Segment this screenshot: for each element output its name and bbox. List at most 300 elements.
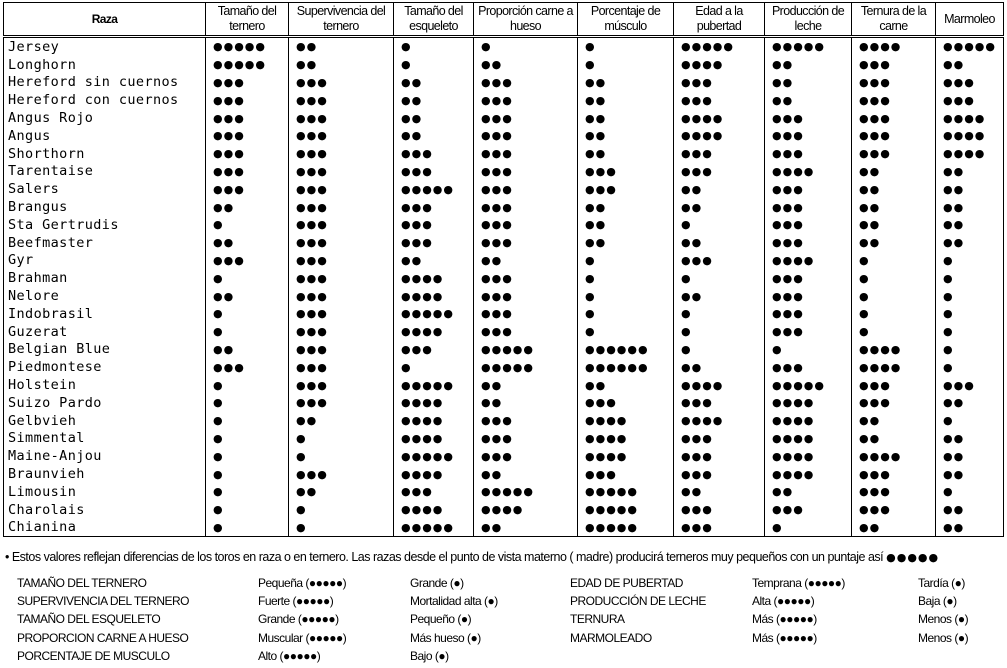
trait-rating: ●●●● bbox=[765, 447, 852, 465]
trait-rating: ●●● bbox=[289, 198, 394, 216]
trait-rating: ●●●● bbox=[394, 501, 474, 519]
breed-name: Shorthorn bbox=[4, 145, 206, 163]
legend-high: Grande (●●●●●) bbox=[258, 612, 339, 627]
table-row bbox=[4, 127, 1004, 145]
trait-rating: ●●● bbox=[852, 394, 936, 412]
trait-rating: ●● bbox=[474, 252, 578, 270]
table-row bbox=[4, 216, 1004, 234]
trait-rating: ●● bbox=[765, 483, 852, 501]
trait-rating: ●●● bbox=[674, 465, 765, 483]
trait-rating: ● bbox=[936, 252, 1004, 270]
table-row bbox=[4, 180, 1004, 198]
trait-rating: ●●● bbox=[578, 180, 674, 198]
legend-low: Tardía (●) bbox=[918, 576, 965, 590]
table-row bbox=[4, 305, 1004, 323]
trait-rating: ●● bbox=[852, 519, 936, 537]
trait-rating: ●● bbox=[936, 430, 1004, 448]
trait-rating: ● bbox=[578, 323, 674, 341]
trait-rating: ●●● bbox=[289, 180, 394, 198]
trait-rating: ●●● bbox=[289, 323, 394, 341]
trait-rating: ● bbox=[936, 269, 1004, 287]
trait-rating: ●●● bbox=[289, 216, 394, 234]
trait-rating: ●●●●●● bbox=[578, 341, 674, 359]
trait-rating: ●● bbox=[474, 465, 578, 483]
trait-rating: ● bbox=[936, 323, 1004, 341]
trait-rating: ●●● bbox=[765, 287, 852, 305]
trait-rating: ● bbox=[578, 252, 674, 270]
trait-rating: ●●● bbox=[289, 234, 394, 252]
trait-rating: ●● bbox=[206, 234, 289, 252]
legend-high: Temprana (●●●●●) bbox=[752, 576, 845, 590]
trait-rating: ●●● bbox=[852, 465, 936, 483]
legend-label: EDAD DE PUBERTAD bbox=[570, 576, 683, 590]
trait-rating: ●● bbox=[936, 465, 1004, 483]
trait-rating: ● bbox=[852, 252, 936, 270]
trait-rating: ●●●● bbox=[578, 447, 674, 465]
trait-rating: ●● bbox=[852, 430, 936, 448]
trait-rating: ●●●●● bbox=[394, 180, 474, 198]
breed-name: Hereford sin cuernos bbox=[4, 74, 206, 92]
trait-rating: ●● bbox=[289, 37, 394, 56]
trait-rating: ●● bbox=[578, 145, 674, 163]
trait-rating: ●●● bbox=[765, 145, 852, 163]
trait-rating: ●● bbox=[394, 127, 474, 145]
trait-rating: ●●● bbox=[206, 109, 289, 127]
trait-rating: ●●●● bbox=[674, 109, 765, 127]
table-row bbox=[4, 412, 1004, 430]
trait-rating: ●● bbox=[936, 198, 1004, 216]
trait-rating: ●●●●● bbox=[474, 341, 578, 359]
trait-rating: ●●●● bbox=[852, 341, 936, 359]
trait-rating: ●●● bbox=[474, 74, 578, 92]
trait-rating: ●●● bbox=[765, 269, 852, 287]
breed-name: Angus bbox=[4, 127, 206, 145]
trait-rating: ●●●● bbox=[936, 109, 1004, 127]
trait-rating: ●●● bbox=[674, 163, 765, 181]
trait-rating: ●● bbox=[206, 287, 289, 305]
trait-rating: ● bbox=[289, 519, 394, 537]
trait-rating: ●●●● bbox=[936, 127, 1004, 145]
trait-rating: ●●● bbox=[852, 91, 936, 109]
legend-high: Pequeña (●●●●●) bbox=[258, 576, 347, 590]
table-row bbox=[4, 163, 1004, 181]
trait-rating: ●●● bbox=[289, 376, 394, 394]
legend-low: Mortalidad alta (●) bbox=[410, 594, 498, 609]
trait-rating: ● bbox=[674, 269, 765, 287]
legend-low: Más hueso (●) bbox=[410, 630, 481, 645]
trait-rating: ●●●● bbox=[765, 430, 852, 448]
trait-rating: ● bbox=[674, 216, 765, 234]
trait-rating: ●● bbox=[206, 198, 289, 216]
trait-rating: ● bbox=[206, 447, 289, 465]
trait-rating: ●●●●● bbox=[474, 483, 578, 501]
breed-name: Suizo Pardo bbox=[4, 394, 206, 412]
legend-high: Alta (●●●●●) bbox=[752, 594, 815, 609]
legend-high: Fuerte (●●●●●) bbox=[258, 594, 334, 609]
trait-rating: ●●● bbox=[674, 430, 765, 448]
trait-rating: ● bbox=[206, 501, 289, 519]
header-tenderness: Ternura de la carne bbox=[852, 3, 936, 37]
trait-rating: ●● bbox=[765, 91, 852, 109]
trait-rating: ●●●● bbox=[394, 394, 474, 412]
trait-rating: ●● bbox=[474, 394, 578, 412]
header-meat-bone-ratio: Proporción carne a hueso bbox=[474, 3, 578, 37]
trait-rating: ●●● bbox=[474, 198, 578, 216]
trait-rating: ●●● bbox=[852, 74, 936, 92]
trait-rating: ●●●● bbox=[674, 56, 765, 74]
trait-rating: ● bbox=[936, 287, 1004, 305]
trait-rating: ●●● bbox=[206, 127, 289, 145]
trait-rating: ●● bbox=[936, 163, 1004, 181]
trait-rating: ●●● bbox=[674, 145, 765, 163]
trait-rating: ●●● bbox=[289, 305, 394, 323]
table-row bbox=[4, 198, 1004, 216]
trait-rating: ●●● bbox=[765, 109, 852, 127]
legend-label: PORCENTAJE DE MUSCULO bbox=[17, 648, 170, 663]
breed-name: Braunvieh bbox=[4, 465, 206, 483]
breed-name: Nelore bbox=[4, 287, 206, 305]
trait-rating: ●● bbox=[394, 109, 474, 127]
trait-rating: ●●● bbox=[674, 394, 765, 412]
breed-name: Piedmontese bbox=[4, 358, 206, 376]
trait-rating: ●● bbox=[474, 376, 578, 394]
trait-rating: ●●● bbox=[289, 163, 394, 181]
trait-rating: ●● bbox=[674, 198, 765, 216]
trait-rating: ●●● bbox=[474, 430, 578, 448]
trait-rating: ●● bbox=[936, 234, 1004, 252]
legend-high: Alto (●●●●●) bbox=[258, 648, 321, 663]
trait-rating: ●●●● bbox=[394, 287, 474, 305]
trait-rating: ● bbox=[206, 519, 289, 537]
trait-rating: ●●● bbox=[394, 234, 474, 252]
breed-name: Beefmaster bbox=[4, 234, 206, 252]
header-puberty-age: Edad a la pubertad bbox=[674, 3, 765, 37]
trait-rating: ●●● bbox=[206, 74, 289, 92]
trait-rating: ● bbox=[936, 305, 1004, 323]
table-row bbox=[4, 252, 1004, 270]
trait-rating: ●●●● bbox=[394, 269, 474, 287]
header-skeleton-size: Tamaño del esqueleto bbox=[394, 3, 474, 37]
trait-rating: ●●●●● bbox=[394, 447, 474, 465]
trait-rating: ●●● bbox=[578, 394, 674, 412]
trait-rating: ● bbox=[765, 341, 852, 359]
table-row bbox=[4, 376, 1004, 394]
trait-rating: ● bbox=[206, 216, 289, 234]
trait-rating: ●● bbox=[674, 287, 765, 305]
table-row bbox=[4, 74, 1004, 92]
trait-rating: ●●● bbox=[289, 145, 394, 163]
trait-rating: ●●●●● bbox=[674, 37, 765, 56]
trait-rating: ●●●● bbox=[674, 127, 765, 145]
trait-rating: ● bbox=[206, 483, 289, 501]
trait-rating: ●●● bbox=[674, 91, 765, 109]
trait-rating: ●●● bbox=[289, 91, 394, 109]
trait-rating: ●●● bbox=[289, 341, 394, 359]
trait-rating: ● bbox=[289, 501, 394, 519]
breed-name: Angus Rojo bbox=[4, 109, 206, 127]
table-row bbox=[4, 465, 1004, 483]
trait-rating: ●●● bbox=[474, 127, 578, 145]
trait-rating: ●● bbox=[289, 412, 394, 430]
trait-rating: ●●● bbox=[765, 216, 852, 234]
table-row bbox=[4, 56, 1004, 74]
trait-rating: ● bbox=[578, 37, 674, 56]
trait-rating: ● bbox=[474, 37, 578, 56]
trait-rating: ● bbox=[936, 341, 1004, 359]
trait-rating: ●●●●● bbox=[578, 501, 674, 519]
trait-rating: ●●●●● bbox=[765, 376, 852, 394]
legend-low: Bajo (●) bbox=[410, 648, 449, 663]
trait-rating: ●●●● bbox=[674, 376, 765, 394]
trait-rating: ●● bbox=[578, 216, 674, 234]
trait-rating: ● bbox=[852, 287, 936, 305]
trait-rating: ●●● bbox=[674, 74, 765, 92]
trait-rating: ●●● bbox=[289, 394, 394, 412]
breed-name: Belgian Blue bbox=[4, 341, 206, 359]
trait-rating: ●●● bbox=[852, 56, 936, 74]
trait-rating: ●●● bbox=[206, 91, 289, 109]
trait-rating: ●● bbox=[852, 180, 936, 198]
trait-rating: ●● bbox=[674, 358, 765, 376]
trait-rating: ● bbox=[394, 56, 474, 74]
trait-rating: ●● bbox=[674, 483, 765, 501]
table-row bbox=[4, 323, 1004, 341]
footnote-dots: ●●●●● bbox=[886, 551, 940, 564]
trait-rating: ●●● bbox=[765, 323, 852, 341]
trait-rating: ●●● bbox=[289, 127, 394, 145]
trait-rating: ●●● bbox=[578, 465, 674, 483]
trait-rating: ●●● bbox=[394, 198, 474, 216]
table-row bbox=[4, 109, 1004, 127]
trait-rating: ●●● bbox=[852, 501, 936, 519]
trait-rating: ●●●● bbox=[852, 358, 936, 376]
trait-rating: ●●● bbox=[206, 180, 289, 198]
trait-rating: ●●●●● bbox=[394, 305, 474, 323]
trait-rating: ●●●●● bbox=[936, 37, 1004, 56]
trait-rating: ● bbox=[936, 358, 1004, 376]
trait-rating: ●●● bbox=[206, 163, 289, 181]
table-row bbox=[4, 234, 1004, 252]
table-row bbox=[4, 501, 1004, 519]
table-row bbox=[4, 37, 1004, 56]
trait-rating: ●● bbox=[852, 216, 936, 234]
trait-rating: ●●● bbox=[474, 109, 578, 127]
table-row bbox=[4, 394, 1004, 412]
table-row bbox=[4, 358, 1004, 376]
trait-rating: ●● bbox=[578, 109, 674, 127]
trait-rating: ●●● bbox=[289, 269, 394, 287]
legend-label: SUPERVIVENCIA DEL TERNERO bbox=[17, 594, 189, 609]
trait-rating: ●● bbox=[578, 234, 674, 252]
trait-rating: ●●● bbox=[289, 252, 394, 270]
trait-rating: ●●●● bbox=[765, 394, 852, 412]
trait-rating: ●● bbox=[936, 519, 1004, 537]
trait-rating: ●●●● bbox=[578, 430, 674, 448]
breed-name: Hereford con cuernos bbox=[4, 91, 206, 109]
trait-rating: ● bbox=[289, 430, 394, 448]
table-row bbox=[4, 269, 1004, 287]
trait-rating: ●●● bbox=[289, 74, 394, 92]
trait-rating: ●● bbox=[289, 56, 394, 74]
trait-rating: ●●● bbox=[765, 305, 852, 323]
trait-rating: ●● bbox=[206, 341, 289, 359]
trait-rating: ● bbox=[206, 376, 289, 394]
trait-rating: ●●● bbox=[474, 145, 578, 163]
breed-name: Longhorn bbox=[4, 56, 206, 74]
table-row bbox=[4, 341, 1004, 359]
legend-low: Grande (●) bbox=[410, 576, 464, 590]
trait-rating: ●●● bbox=[474, 447, 578, 465]
trait-rating: ●●● bbox=[936, 91, 1004, 109]
trait-rating: ●●●● bbox=[394, 465, 474, 483]
trait-rating: ●●●● bbox=[936, 145, 1004, 163]
breed-name: Simmental bbox=[4, 430, 206, 448]
legend-low: Baja (●) bbox=[918, 594, 957, 609]
legend-low: Menos (●) bbox=[918, 612, 969, 627]
legend-high: Más (●●●●●) bbox=[752, 612, 817, 627]
trait-rating: ●●● bbox=[765, 198, 852, 216]
trait-rating: ●●● bbox=[852, 376, 936, 394]
trait-rating: ● bbox=[289, 447, 394, 465]
trait-rating: ●●● bbox=[474, 287, 578, 305]
trait-rating: ●●●● bbox=[765, 412, 852, 430]
trait-rating: ●● bbox=[578, 74, 674, 92]
breed-name: Maine-Anjou bbox=[4, 447, 206, 465]
trait-rating: ●●● bbox=[474, 323, 578, 341]
legend-high: Más (●●●●●) bbox=[752, 630, 817, 645]
trait-rating: ●●● bbox=[674, 501, 765, 519]
trait-rating: ●●●●●● bbox=[578, 358, 674, 376]
trait-rating: ● bbox=[852, 305, 936, 323]
breed-name: Limousin bbox=[4, 483, 206, 501]
breed-traits-sheet bbox=[3, 2, 1003, 537]
trait-rating: ●●●● bbox=[765, 163, 852, 181]
trait-rating: ●● bbox=[765, 56, 852, 74]
trait-rating: ●●●● bbox=[394, 412, 474, 430]
trait-rating: ●● bbox=[936, 56, 1004, 74]
trait-rating: ● bbox=[206, 269, 289, 287]
trait-rating: ●●● bbox=[765, 127, 852, 145]
trait-rating: ●●●●● bbox=[765, 37, 852, 56]
header-muscle-percent: Porcentaje de músculo bbox=[578, 3, 674, 37]
trait-rating: ●● bbox=[936, 394, 1004, 412]
trait-rating: ●●● bbox=[765, 501, 852, 519]
trait-rating: ●●● bbox=[474, 216, 578, 234]
breed-name: Jersey bbox=[4, 37, 206, 56]
trait-rating: ●●● bbox=[674, 252, 765, 270]
trait-rating: ●●●● bbox=[852, 37, 936, 56]
breed-name: Brangus bbox=[4, 198, 206, 216]
trait-rating: ●● bbox=[852, 234, 936, 252]
trait-rating: ● bbox=[206, 305, 289, 323]
trait-rating: ●● bbox=[936, 180, 1004, 198]
trait-rating: ● bbox=[206, 323, 289, 341]
breed-name: Brahman bbox=[4, 269, 206, 287]
trait-rating: ●●● bbox=[474, 91, 578, 109]
trait-rating: ●●●●● bbox=[206, 56, 289, 74]
trait-rating: ● bbox=[674, 305, 765, 323]
trait-rating: ●●● bbox=[394, 341, 474, 359]
trait-rating: ●● bbox=[674, 234, 765, 252]
trait-rating: ●●● bbox=[474, 163, 578, 181]
trait-rating: ●●● bbox=[674, 519, 765, 537]
table-row bbox=[4, 91, 1004, 109]
trait-rating: ●● bbox=[936, 447, 1004, 465]
trait-rating: ●●●● bbox=[394, 430, 474, 448]
trait-rating: ● bbox=[206, 412, 289, 430]
trait-rating: ●●●● bbox=[765, 252, 852, 270]
trait-rating: ●●● bbox=[936, 74, 1004, 92]
header-calf-survival: Supervivencia del ternero bbox=[289, 3, 394, 37]
trait-rating: ●●● bbox=[852, 127, 936, 145]
trait-rating: ●●●● bbox=[674, 412, 765, 430]
trait-rating: ●● bbox=[936, 501, 1004, 519]
trait-rating: ●●●●● bbox=[474, 358, 578, 376]
trait-rating: ●●● bbox=[474, 305, 578, 323]
trait-rating: ●● bbox=[578, 91, 674, 109]
table-header-row bbox=[4, 3, 1004, 37]
trait-rating: ●●● bbox=[474, 269, 578, 287]
trait-rating: ●●● bbox=[474, 234, 578, 252]
trait-rating: ●●● bbox=[394, 216, 474, 234]
trait-rating: ●●● bbox=[206, 358, 289, 376]
legend-label: MARMOLEADO bbox=[570, 630, 652, 645]
table-row bbox=[4, 447, 1004, 465]
trait-rating: ● bbox=[206, 430, 289, 448]
trait-rating: ● bbox=[578, 56, 674, 74]
trait-rating: ●●● bbox=[206, 252, 289, 270]
trait-rating: ●●● bbox=[394, 163, 474, 181]
trait-rating: ● bbox=[936, 483, 1004, 501]
trait-rating: ●●●● bbox=[474, 501, 578, 519]
trait-rating: ●●●●● bbox=[206, 37, 289, 56]
trait-rating: ●●● bbox=[852, 109, 936, 127]
trait-rating: ● bbox=[578, 269, 674, 287]
trait-rating: ● bbox=[765, 519, 852, 537]
breed-traits-table bbox=[3, 2, 1004, 537]
trait-rating: ●●● bbox=[474, 412, 578, 430]
header-calf-size: Tamaño del ternero bbox=[206, 3, 289, 37]
trait-rating: ●●● bbox=[936, 376, 1004, 394]
trait-rating: ● bbox=[852, 323, 936, 341]
header-marbling: Marmoleo bbox=[936, 3, 1004, 37]
trait-rating: ●●● bbox=[765, 358, 852, 376]
trait-rating: ● bbox=[852, 269, 936, 287]
legend-low: Menos (●) bbox=[918, 630, 969, 645]
trait-rating: ●●● bbox=[578, 163, 674, 181]
legend-label: TAMAÑO DEL ESQUELETO bbox=[17, 612, 161, 627]
breed-name: Tarentaise bbox=[4, 163, 206, 181]
table-row bbox=[4, 287, 1004, 305]
trait-rating: ●●● bbox=[765, 180, 852, 198]
trait-rating: ●● bbox=[394, 91, 474, 109]
trait-rating: ● bbox=[578, 287, 674, 305]
trait-rating: ●●● bbox=[394, 483, 474, 501]
trait-rating: ●●●● bbox=[765, 465, 852, 483]
trait-rating: ●●● bbox=[674, 447, 765, 465]
trait-rating: ● bbox=[674, 323, 765, 341]
trait-rating: ●●●●● bbox=[578, 483, 674, 501]
trait-rating: ●● bbox=[578, 376, 674, 394]
legend-label: PRODUCCIÓN DE LECHE bbox=[570, 594, 706, 609]
trait-rating: ●● bbox=[394, 252, 474, 270]
trait-rating: ●●●●● bbox=[394, 376, 474, 394]
trait-rating: ●●●●● bbox=[394, 519, 474, 537]
trait-rating: ●●●● bbox=[578, 412, 674, 430]
trait-rating: ●●● bbox=[206, 145, 289, 163]
table-row bbox=[4, 430, 1004, 448]
trait-rating: ●●● bbox=[765, 234, 852, 252]
